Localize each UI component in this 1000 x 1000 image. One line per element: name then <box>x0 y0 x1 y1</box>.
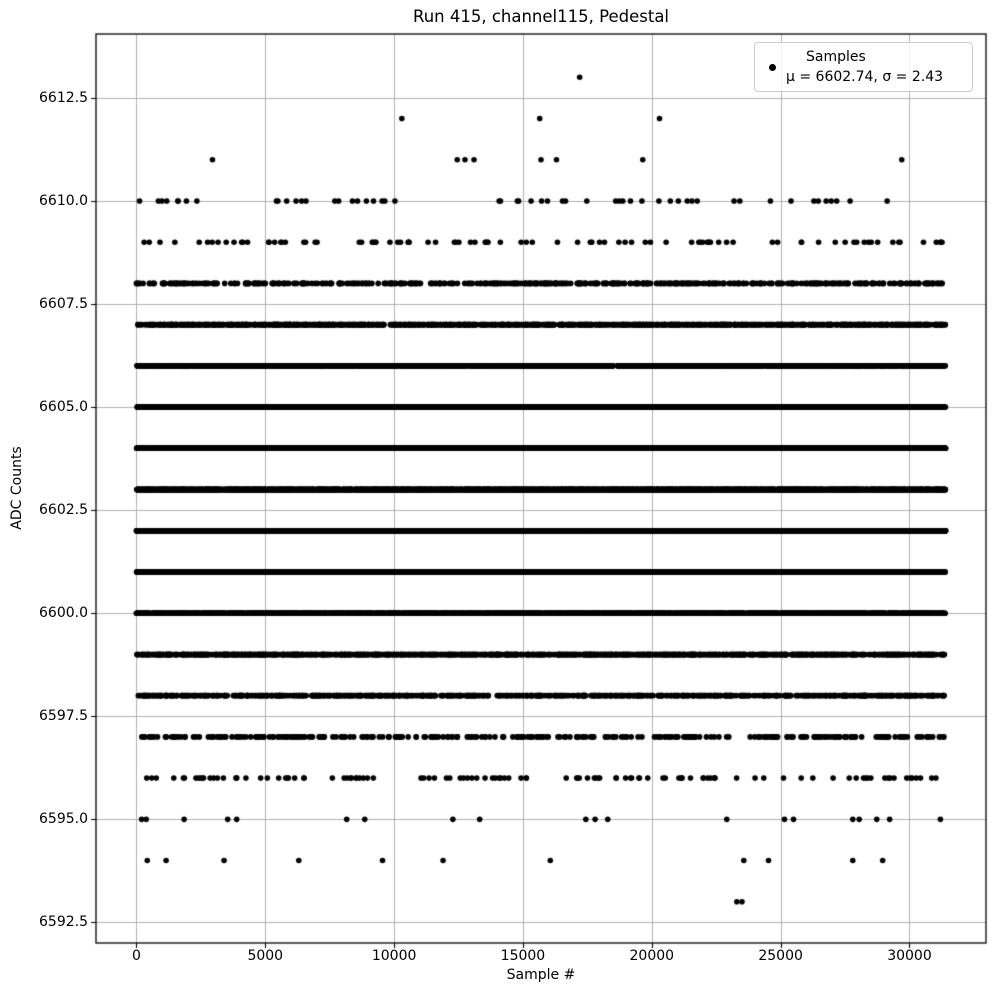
x-tick-label: 15000 <box>500 948 546 964</box>
x-axis-label: Sample # <box>506 967 576 983</box>
y-tick-label: 6612.5 <box>39 89 88 106</box>
y-tick-label: 6610.0 <box>39 192 88 209</box>
legend-marker-dot <box>769 64 776 71</box>
legend <box>754 42 973 92</box>
y-tick-label: 6592.5 <box>39 914 88 931</box>
y-tick-label: 6607.5 <box>39 296 88 313</box>
y-tick-label: 6600.0 <box>39 605 88 622</box>
legend-stats: μ = 6602.74, σ = 2.43 <box>786 69 944 85</box>
y-axis-label: ADC Counts <box>9 446 25 530</box>
x-tick-label: 20000 <box>629 948 675 964</box>
x-tick-label: 5000 <box>247 948 284 964</box>
y-tick-label: 6597.5 <box>39 708 88 725</box>
y-tick-label: 6602.5 <box>39 502 88 519</box>
y-tick-label: 6595.0 <box>39 811 88 828</box>
legend-series-label: Samples <box>806 49 866 65</box>
x-tick-label: 0 <box>131 948 141 964</box>
y-tick-label: 6605.0 <box>39 399 88 416</box>
chart-title: Run 415, channel115, Pedestal <box>412 7 670 26</box>
legend-text <box>786 47 943 87</box>
x-tick-label: 10000 <box>371 948 417 964</box>
x-tick-label: 30000 <box>887 948 932 964</box>
x-tick-label: 25000 <box>758 948 803 964</box>
